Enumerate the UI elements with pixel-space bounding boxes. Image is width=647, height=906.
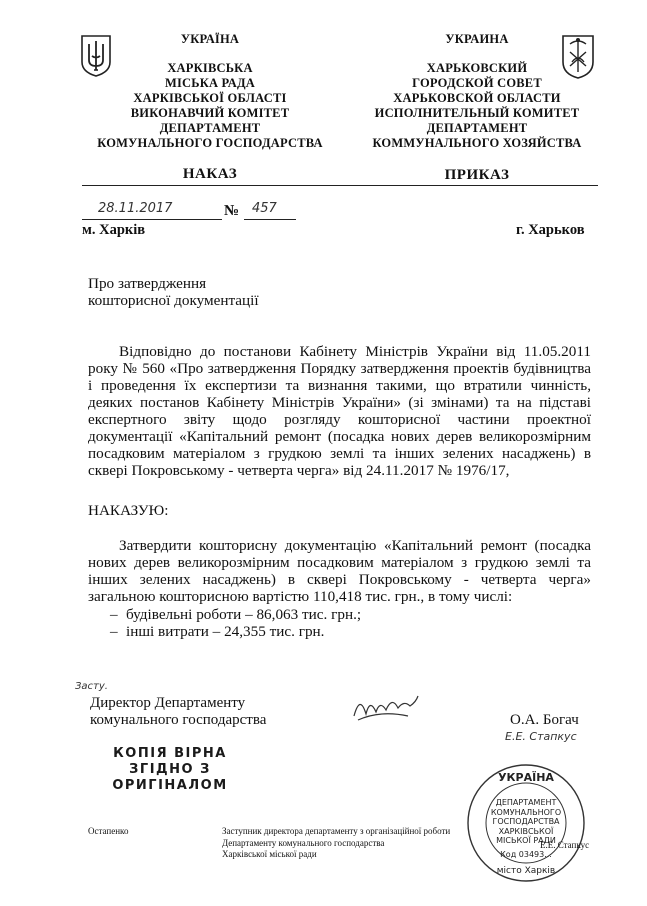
stamp-line: ДЕПАРТАМЕНТ [495, 798, 557, 807]
signatory-title [90, 695, 266, 729]
subject [88, 275, 259, 309]
footer-stapkus: Е.Е. Стапкус [540, 840, 590, 850]
footer-line: Харківської міської ради [222, 849, 317, 859]
signatory-title-line: комунального господарства [90, 712, 267, 728]
list-item: – будівельні роботи – 86,063 тис. грн.; [110, 606, 362, 623]
copy-certified-stamp [112, 746, 228, 794]
subject-line: Про затвердження [88, 275, 207, 292]
handwritten-name: Е.Е. Стапкус [505, 730, 577, 743]
footer-certification [222, 826, 450, 861]
signatory-name: О.А. Богач [510, 712, 579, 728]
copy-stamp-line: ОРИГІНАЛОМ [112, 778, 228, 793]
date-underline [82, 219, 222, 220]
header-right-line: ХАРЬКОВСКОЙ ОБЛАСТИ [393, 91, 561, 105]
stamp-code: Код 03493... [500, 850, 552, 859]
stamp-top-text: УКРАЇНА [498, 771, 554, 784]
header-left-line: ВИКОНАВЧИЙ КОМІТЕТ [130, 106, 290, 120]
decision-paragraph: Затвердити кошторисну документацію «Капітальний ремонт (посадка нових дерев великорозмірним посадковим матеріалом з грудкою землі та інших зелених насаджень) в сквері Покровському - четверта черга» загальною кошторисною вартістю 110,418 тис. грн., в тому числі: [88, 537, 591, 605]
city-ru: г. Харьков [516, 222, 585, 238]
order-number: 457 [252, 201, 277, 216]
header-right-country: УКРАИНА [445, 32, 509, 46]
list-item-text: інші витрати – 24,355 тис. грн. [126, 623, 325, 640]
header-right-line: ГОРОДСКОЙ СОВЕТ [412, 76, 542, 90]
footer-line: Заступник директора департаменту з організаційної роботи [222, 826, 451, 836]
subject-line: кошторисної документації [88, 292, 259, 309]
header-right-line: ИСПОЛНИТЕЛЬНЫЙ КОМИТЕТ [374, 106, 580, 120]
cost-list [110, 606, 361, 640]
official-round-stamp [465, 762, 590, 884]
city-ua: м. Харків [82, 222, 146, 238]
order-word: НАКАЗУЮ: [88, 502, 169, 519]
header-left-line: ХАРКІВСЬКА [167, 61, 253, 75]
stamp-line: КОМУНАЛЬНОГО [490, 807, 562, 817]
copy-stamp-line: ЗГІДНО З [129, 762, 211, 777]
footer-line: Департаменту комунального господарства [222, 837, 385, 848]
doc-type-ru: ПРИКАЗ [444, 167, 510, 183]
handwritten-signature [350, 690, 420, 726]
header-rule [82, 185, 598, 186]
number-underline [244, 219, 296, 220]
header-right-line: ХАРЬКОВСКИЙ [426, 61, 528, 75]
stamp-line: ГОСПОДАРСТВА [492, 817, 560, 826]
stamp-line: МІСЬКОЇ РАДИ [496, 836, 556, 845]
executor-name: Остапенко [88, 826, 129, 836]
header-right-line: КОММУНАЛЬНОГО ХОЗЯЙСТВА [372, 136, 582, 150]
copy-stamp-line: КОПІЯ ВІРНА [113, 746, 227, 761]
header-right [362, 32, 592, 151]
stamp-line: ХАРКІВСЬКОЇ [498, 826, 554, 836]
header-left-line: МІСЬКА РАДА [164, 76, 256, 90]
list-item: – інші витрати – 24,355 тис. грн. [110, 623, 325, 640]
header-left-line: ДЕПАРТАМЕНТ [159, 121, 261, 135]
signature-note: Засту. [75, 681, 108, 692]
stamp-bottom-text: місто Харків [496, 866, 556, 876]
order-date: 28.11.2017 [98, 201, 173, 216]
header-left [90, 32, 330, 151]
doc-type-ua: НАКАЗ [182, 166, 238, 182]
preamble-paragraph: Відповідно до постанови Кабінету Міністрів України від 11.05.2011 року № 560 «Про затвердження Порядку затвердження проектів будівництва і проведення їх експертизи та визнання такими, що втратили чинність, деяких постанов Кабінету Міністрів України» (зі змінами) та на підставі експертного звіту щодо розгляду кошторисної частини проектної документації «Капітальний ремонт (посадка нових дерев великорозмірним посадковим матеріалом з грудкою землі та інших зелених насаджень) в сквері Покровському - четверта черга» від 24.11.2017 № 1976/17, [88, 343, 591, 479]
header-left-line: ХАРКІВСЬКОЇ ОБЛАСТІ [133, 91, 287, 105]
signatory-title-line: Директор Департаменту [90, 695, 246, 711]
order-number-label: № [224, 203, 240, 219]
stamp-center-text [485, 798, 567, 846]
header-left-country: УКРАЇНА [180, 32, 240, 46]
header-left-line: КОМУНАЛЬНОГО ГОСПОДАРСТВА [97, 136, 323, 150]
list-item-text: будівельні роботи – 86,063 тис. грн.; [126, 606, 362, 623]
header-right-line: ДЕПАРТАМЕНТ [426, 121, 528, 135]
